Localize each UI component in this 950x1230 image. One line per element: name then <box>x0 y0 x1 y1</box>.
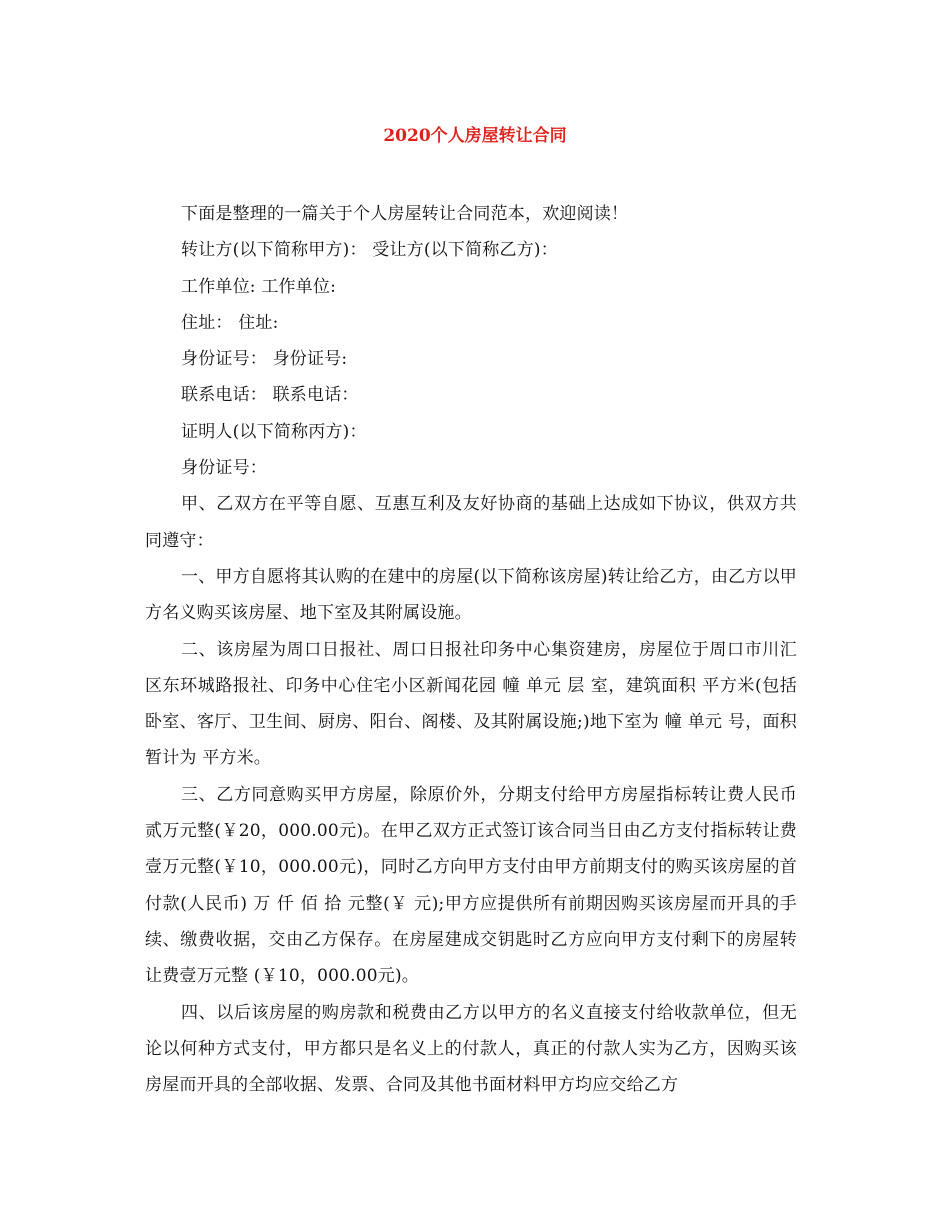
paragraph-clause-4: 四、以后该房屋的购房款和税费由乙方以甲方的名义直接支付给收款单位，但无论以何种方式支付，甲方都只是名义上的付款人，真正的付款人实为乙方，因购买该房屋而开具的全部收据、发票、合同及其他书面材料甲方均应交给乙方 <box>145 1002 797 1096</box>
paragraph-phone: 联系电话： 联系电话： <box>181 385 359 406</box>
paragraph-id-number: 身份证号： 身份证号: <box>181 349 348 370</box>
paragraph-parties: 转让方(以下简称甲方)： 受让方(以下简称乙方)： <box>181 240 558 261</box>
paragraph-clause-1: 一、甲方自愿将其认购的在建中的房屋(以下简称该房屋)转让给乙方，由乙方以甲方名义购买该房屋、地下室及其附属设施。 <box>145 566 797 624</box>
paragraph-clause-2: 二、该房屋为周口日报社、周口日报社印务中心集资建房，房屋位于周口市川汇区东环城路报社、印务中心住宅小区新闻花园 幢 单元 层 室，建筑面积 平方米(包括卧室、客厅、卫生间、厨房、阳台、阁楼、及其附属设施;)地下室为 幢 单元 号，面积暂计为 平方米。 <box>145 639 797 769</box>
paragraph-agreement: 甲、乙双方在平等自愿、互惠互利及友好协商的基础上达成如下协议，供双方共同遵守： <box>145 494 797 551</box>
paragraph-clause-3: 三、乙方同意购买甲方房屋，除原价外，分期支付给甲方房屋指标转让费人民币贰万元整(￥20，000.00元)。在甲乙双方正式签订该合同当日由乙方支付指标转让费壹万元整(￥10，000.00元)，同时乙方向甲方支付由甲方前期支付的购买该房屋的首付款(人民币) 万 仟 佰 拾 元整(￥ 元);甲方应提供所有前期因购买该房屋而开具的手续、缴费收据，交由乙方保存。在房屋建成交钥匙时乙方应向甲方支付剩下的房屋转让费壹万元整 (￥10，000.00元)。 <box>145 784 797 987</box>
paragraph-witness-id: 身份证号： <box>181 458 267 479</box>
paragraph-address: 住址： 住址: <box>181 312 279 333</box>
paragraph-work-unit: 工作单位: 工作单位: <box>181 276 337 297</box>
document-title: 2020个人房屋转让合同 <box>383 126 567 146</box>
paragraph-intro: 下面是整理的一篇关于个人房屋转让合同范本，欢迎阅读！ <box>181 204 629 224</box>
document-body <box>145 196 797 1103</box>
paragraph-witness: 证明人(以下简称丙方)： <box>181 421 367 442</box>
